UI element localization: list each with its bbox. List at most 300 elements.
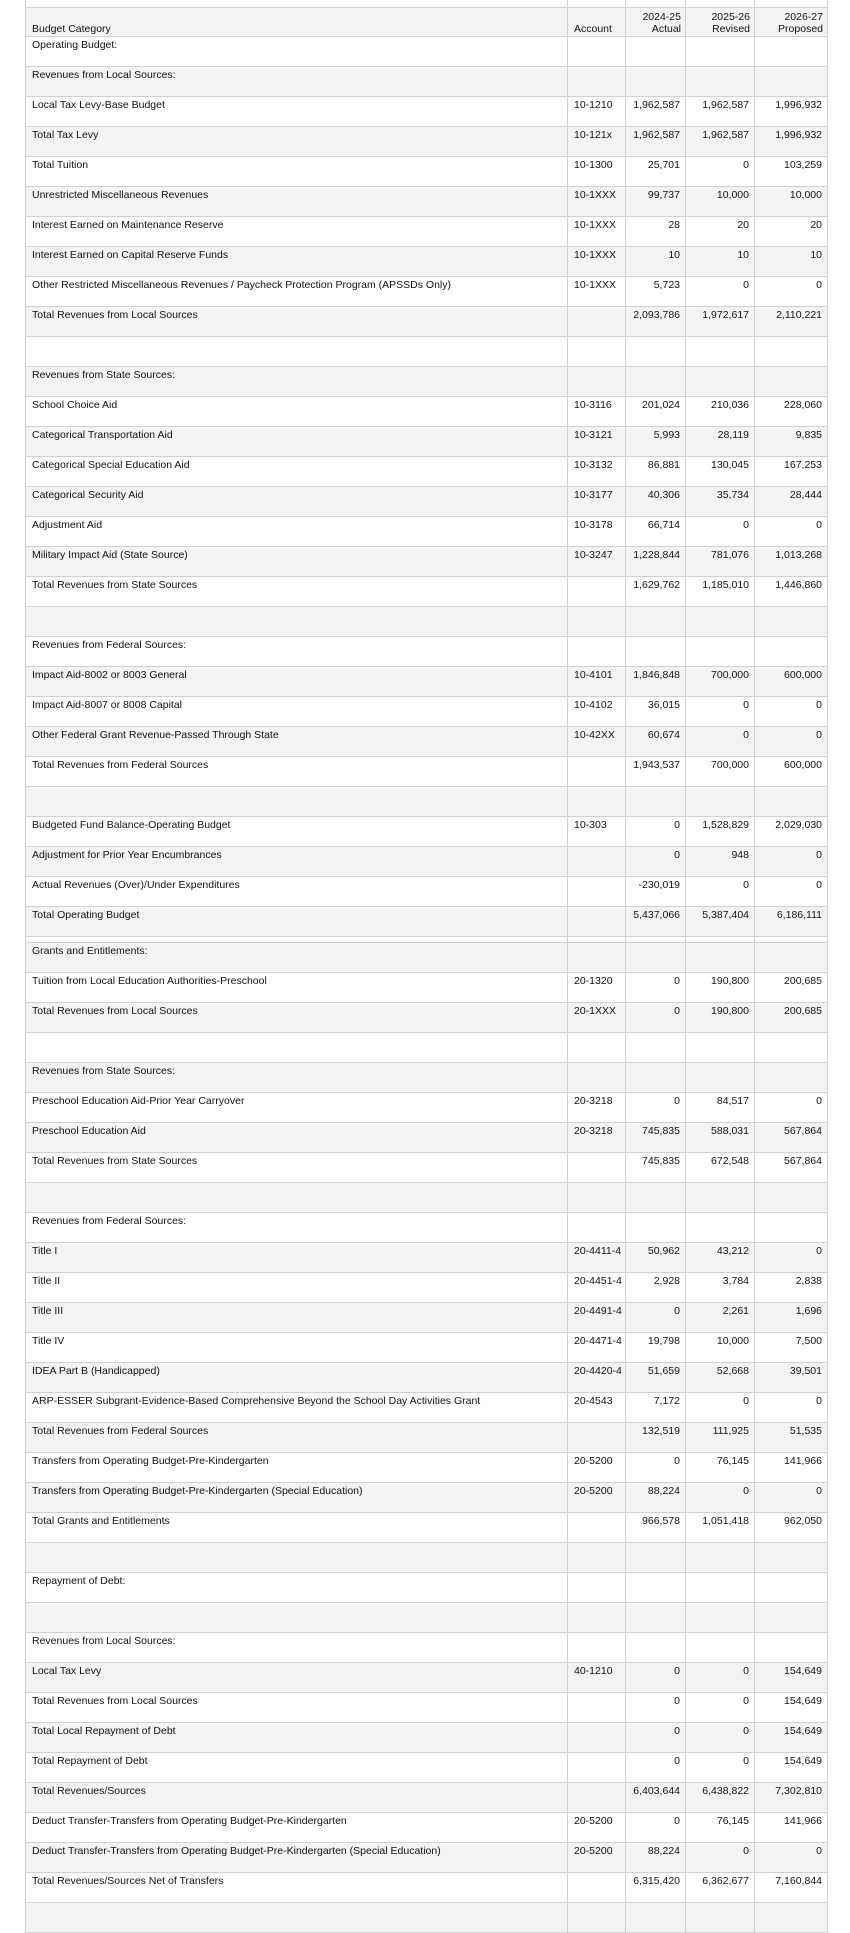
- row-proposed-2026-27: 10,000: [755, 187, 828, 217]
- row-label: Total Tax Levy: [26, 127, 568, 157]
- row-label: Total Revenues from Local Sources: [26, 1693, 568, 1723]
- row-label: Adjustment Aid: [26, 517, 568, 547]
- row-actual-2024-25: 0: [626, 1663, 686, 1693]
- row-account: 10-3116: [568, 397, 626, 427]
- row-actual-2024-25: 88,224: [626, 1843, 686, 1873]
- row-proposed-2026-27: [755, 1543, 828, 1573]
- row-account: 20-1320: [568, 973, 626, 1003]
- row-revised-2025-26: [686, 67, 755, 97]
- row-actual-2024-25: 2,093,786: [626, 307, 686, 337]
- row-actual-2024-25: 0: [626, 1693, 686, 1723]
- row-account: [568, 1873, 626, 1903]
- row-proposed-2026-27: 39,501: [755, 1363, 828, 1393]
- row-revised-2025-26: 0: [686, 1693, 755, 1723]
- row-proposed-2026-27: 0: [755, 727, 828, 757]
- table-row: [26, 547, 828, 577]
- row-actual-2024-25: 966,578: [626, 1513, 686, 1543]
- row-actual-2024-25: [626, 367, 686, 397]
- row-label: Transfers from Operating Budget-Pre-Kindergarten (Special Education): [26, 1483, 568, 1513]
- row-proposed-2026-27: 962,050: [755, 1513, 828, 1543]
- row-actual-2024-25: 99,737: [626, 187, 686, 217]
- row-label: Impact Aid-8007 or 8008 Capital: [26, 697, 568, 727]
- row-account: 40-1210: [568, 1663, 626, 1693]
- row-label: Total Revenues from State Sources: [26, 1153, 568, 1183]
- row-actual-2024-25: [626, 1603, 686, 1633]
- blank-row: [26, 337, 828, 367]
- row-label: ARP-ESSER Subgrant-Evidence-Based Comprehensive Beyond the School Day Activities Grant: [26, 1393, 568, 1423]
- row-account: 10-1XXX: [568, 187, 626, 217]
- row-account: 10-1XXX: [568, 247, 626, 277]
- row-proposed-2026-27: 0: [755, 847, 828, 877]
- table-row: [26, 1363, 828, 1393]
- row-label: Total Revenues from Local Sources: [26, 307, 568, 337]
- row-revised-2025-26: 700,000: [686, 667, 755, 697]
- table-row: [26, 943, 828, 973]
- table-row: [26, 1273, 828, 1303]
- row-actual-2024-25: 6,315,420: [626, 1873, 686, 1903]
- row-proposed-2026-27: 600,000: [755, 667, 828, 697]
- row-actual-2024-25: 0: [626, 1093, 686, 1123]
- row-account: 10-1XXX: [568, 277, 626, 307]
- table-row: [26, 127, 828, 157]
- table-row: [26, 1783, 828, 1813]
- row-label: Deduct Transfer-Transfers from Operating Budget-Pre-Kindergarten (Special Education): [26, 1843, 568, 1873]
- table-row: [26, 427, 828, 457]
- row-proposed-2026-27: 567,864: [755, 1153, 828, 1183]
- row-account: 20-5200: [568, 1453, 626, 1483]
- row-account: 20-1XXX: [568, 1003, 626, 1033]
- table-row: [26, 67, 828, 97]
- row-label: [26, 337, 568, 367]
- row-account: [568, 37, 626, 67]
- row-proposed-2026-27: 0: [755, 1093, 828, 1123]
- row-proposed-2026-27: 1,996,932: [755, 97, 828, 127]
- row-label: Total Tuition: [26, 157, 568, 187]
- row-revised-2025-26: 0: [686, 1723, 755, 1753]
- table-row: [26, 517, 828, 547]
- row-revised-2025-26: 76,145: [686, 1453, 755, 1483]
- row-revised-2025-26: 0: [686, 877, 755, 907]
- row-actual-2024-25: 5,723: [626, 277, 686, 307]
- row-label: Revenues from Federal Sources:: [26, 637, 568, 667]
- header-actual-year: 2024-25: [642, 11, 681, 23]
- row-revised-2025-26: 948: [686, 847, 755, 877]
- row-label: Categorical Special Education Aid: [26, 457, 568, 487]
- row-proposed-2026-27: 0: [755, 1843, 828, 1873]
- row-label: [26, 1603, 568, 1633]
- table-row: [26, 1453, 828, 1483]
- row-revised-2025-26: 3,784: [686, 1273, 755, 1303]
- row-actual-2024-25: 1,962,587: [626, 127, 686, 157]
- row-revised-2025-26: 0: [686, 727, 755, 757]
- row-actual-2024-25: [626, 1063, 686, 1093]
- row-revised-2025-26: 0: [686, 1483, 755, 1513]
- table-row: [26, 1723, 828, 1753]
- row-revised-2025-26: [686, 1213, 755, 1243]
- row-actual-2024-25: 50,962: [626, 1243, 686, 1273]
- budget-table-container: [25, 0, 827, 1933]
- row-label: Operating Budget:: [26, 37, 568, 67]
- row-account: [568, 307, 626, 337]
- row-actual-2024-25: 40,306: [626, 487, 686, 517]
- row-label: Interest Earned on Capital Reserve Funds: [26, 247, 568, 277]
- table-row: [26, 1693, 828, 1723]
- row-revised-2025-26: 0: [686, 157, 755, 187]
- row-label: Adjustment for Prior Year Encumbrances: [26, 847, 568, 877]
- table-row: [26, 817, 828, 847]
- row-label: Total Revenues/Sources: [26, 1783, 568, 1813]
- row-account: 10-3177: [568, 487, 626, 517]
- row-account: 20-3218: [568, 1123, 626, 1153]
- row-proposed-2026-27: [755, 787, 828, 817]
- table-row: [26, 1093, 828, 1123]
- row-revised-2025-26: 6,362,677: [686, 1873, 755, 1903]
- row-account: 10-3132: [568, 457, 626, 487]
- row-label: Preschool Education Aid: [26, 1123, 568, 1153]
- row-account: [568, 907, 626, 937]
- row-proposed-2026-27: 103,259: [755, 157, 828, 187]
- table-row: [26, 907, 828, 937]
- row-proposed-2026-27: 200,685: [755, 1003, 828, 1033]
- row-revised-2025-26: 10,000: [686, 1333, 755, 1363]
- row-label: Interest Earned on Maintenance Reserve: [26, 217, 568, 247]
- table-row: [26, 577, 828, 607]
- row-actual-2024-25: 10: [626, 247, 686, 277]
- row-actual-2024-25: 0: [626, 1753, 686, 1783]
- row-proposed-2026-27: [755, 337, 828, 367]
- row-account: [568, 1633, 626, 1663]
- row-actual-2024-25: 6,403,644: [626, 1783, 686, 1813]
- row-revised-2025-26: [686, 1033, 755, 1063]
- header-budget-category: Budget Category: [26, 8, 568, 37]
- row-actual-2024-25: [626, 337, 686, 367]
- row-account: 20-3218: [568, 1093, 626, 1123]
- row-revised-2025-26: 20: [686, 217, 755, 247]
- row-proposed-2026-27: 567,864: [755, 1123, 828, 1153]
- row-account: [568, 67, 626, 97]
- row-label: [26, 1543, 568, 1573]
- row-proposed-2026-27: 0: [755, 1483, 828, 1513]
- row-revised-2025-26: [686, 1573, 755, 1603]
- table-row: [26, 637, 828, 667]
- row-proposed-2026-27: 0: [755, 877, 828, 907]
- row-proposed-2026-27: 2,029,030: [755, 817, 828, 847]
- row-account: [568, 877, 626, 907]
- row-proposed-2026-27: 228,060: [755, 397, 828, 427]
- row-label: Actual Revenues (Over)/Under Expenditures: [26, 877, 568, 907]
- row-account: [568, 1063, 626, 1093]
- row-account: 20-4420-4: [568, 1363, 626, 1393]
- row-proposed-2026-27: 154,649: [755, 1663, 828, 1693]
- table-row: [26, 1333, 828, 1363]
- header-proposed-year: 2026-27: [784, 11, 823, 23]
- table-row: [26, 247, 828, 277]
- row-actual-2024-25: [626, 1543, 686, 1573]
- row-actual-2024-25: 86,881: [626, 457, 686, 487]
- row-account: 10-303: [568, 817, 626, 847]
- row-proposed-2026-27: 7,302,810: [755, 1783, 828, 1813]
- row-proposed-2026-27: 0: [755, 1393, 828, 1423]
- row-account: [568, 367, 626, 397]
- row-actual-2024-25: 1,943,537: [626, 757, 686, 787]
- table-row: [26, 307, 828, 337]
- row-label: Total Repayment of Debt: [26, 1753, 568, 1783]
- row-actual-2024-25: 1,228,844: [626, 547, 686, 577]
- row-revised-2025-26: 672,548: [686, 1153, 755, 1183]
- row-actual-2024-25: [626, 607, 686, 637]
- row-revised-2025-26: [686, 37, 755, 67]
- row-account: [568, 1543, 626, 1573]
- row-revised-2025-26: 76,145: [686, 1813, 755, 1843]
- row-label: Total Local Repayment of Debt: [26, 1723, 568, 1753]
- row-label: Revenues from Federal Sources:: [26, 1213, 568, 1243]
- row-account: [568, 943, 626, 973]
- row-proposed-2026-27: 154,649: [755, 1753, 828, 1783]
- row-label: Repayment of Debt:: [26, 1573, 568, 1603]
- row-proposed-2026-27: [755, 367, 828, 397]
- row-revised-2025-26: 0: [686, 1843, 755, 1873]
- table-row: [26, 187, 828, 217]
- row-actual-2024-25: 1,846,848: [626, 667, 686, 697]
- table-row: [26, 1843, 828, 1873]
- row-label: Unrestricted Miscellaneous Revenues: [26, 187, 568, 217]
- row-label: Deduct Transfer-Transfers from Operating Budget-Pre-Kindergarten: [26, 1813, 568, 1843]
- row-revised-2025-26: 0: [686, 277, 755, 307]
- row-account: [568, 637, 626, 667]
- row-revised-2025-26: 0: [686, 697, 755, 727]
- row-account: 20-5200: [568, 1813, 626, 1843]
- row-proposed-2026-27: 167,253: [755, 457, 828, 487]
- row-actual-2024-25: 60,674: [626, 727, 686, 757]
- table-row: [26, 457, 828, 487]
- row-revised-2025-26: 0: [686, 517, 755, 547]
- row-label: Total Revenues from Federal Sources: [26, 757, 568, 787]
- top-spacer-row: [26, 0, 828, 8]
- row-account: 10-42XX: [568, 727, 626, 757]
- row-actual-2024-25: -230,019: [626, 877, 686, 907]
- row-actual-2024-25: [626, 1633, 686, 1663]
- row-actual-2024-25: [626, 1033, 686, 1063]
- row-account: [568, 1783, 626, 1813]
- row-proposed-2026-27: [755, 1183, 828, 1213]
- table-row: [26, 487, 828, 517]
- row-actual-2024-25: [626, 637, 686, 667]
- row-proposed-2026-27: 1,013,268: [755, 547, 828, 577]
- table-row: [26, 1003, 828, 1033]
- table-row: [26, 1573, 828, 1603]
- row-actual-2024-25: 0: [626, 817, 686, 847]
- table-row: [26, 877, 828, 907]
- row-label: Other Federal Grant Revenue-Passed Through State: [26, 727, 568, 757]
- table-row: [26, 1303, 828, 1333]
- header-proposed-label: Proposed: [778, 23, 823, 35]
- row-actual-2024-25: 1,629,762: [626, 577, 686, 607]
- table-row: [26, 1813, 828, 1843]
- row-label: IDEA Part B (Handicapped): [26, 1363, 568, 1393]
- row-revised-2025-26: 190,800: [686, 973, 755, 1003]
- row-account: [568, 1153, 626, 1183]
- row-label: Other Restricted Miscellaneous Revenues / Paycheck Protection Program (APSSDs Only): [26, 277, 568, 307]
- row-account: [568, 1603, 626, 1633]
- row-label: Title III: [26, 1303, 568, 1333]
- row-account: 20-5200: [568, 1843, 626, 1873]
- blank-row: [26, 787, 828, 817]
- row-account: 10-1XXX: [568, 217, 626, 247]
- row-proposed-2026-27: 10: [755, 247, 828, 277]
- row-actual-2024-25: [626, 1213, 686, 1243]
- blank-row: [26, 1183, 828, 1213]
- row-label: Revenues from State Sources:: [26, 1063, 568, 1093]
- row-account: 10-121x: [568, 127, 626, 157]
- row-revised-2025-26: 700,000: [686, 757, 755, 787]
- row-label: Preschool Education Aid-Prior Year Carryover: [26, 1093, 568, 1123]
- table-row: [26, 1243, 828, 1273]
- table-row: [26, 217, 828, 247]
- table-row: [26, 397, 828, 427]
- row-actual-2024-25: 66,714: [626, 517, 686, 547]
- row-revised-2025-26: 1,528,829: [686, 817, 755, 847]
- row-proposed-2026-27: 7,500: [755, 1333, 828, 1363]
- row-proposed-2026-27: [755, 1213, 828, 1243]
- row-revised-2025-26: 84,517: [686, 1093, 755, 1123]
- row-label: Title I: [26, 1243, 568, 1273]
- row-account: [568, 1513, 626, 1543]
- header-account: Account: [568, 8, 626, 37]
- row-proposed-2026-27: 28,444: [755, 487, 828, 517]
- row-label: School Choice Aid: [26, 397, 568, 427]
- row-revised-2025-26: [686, 1183, 755, 1213]
- row-label: Title IV: [26, 1333, 568, 1363]
- budget-revenue-table: [25, 0, 828, 1933]
- row-account: [568, 577, 626, 607]
- row-account: [568, 847, 626, 877]
- table-row: [26, 757, 828, 787]
- row-account: 10-4101: [568, 667, 626, 697]
- row-revised-2025-26: [686, 943, 755, 973]
- row-label: [26, 1183, 568, 1213]
- row-account: [568, 1423, 626, 1453]
- row-proposed-2026-27: 141,966: [755, 1453, 828, 1483]
- table-row: [26, 1123, 828, 1153]
- row-label: Total Grants and Entitlements: [26, 1513, 568, 1543]
- row-actual-2024-25: 0: [626, 1003, 686, 1033]
- row-proposed-2026-27: [755, 1603, 828, 1633]
- table-row: [26, 1423, 828, 1453]
- table-row: [26, 973, 828, 1003]
- row-label: [26, 1033, 568, 1063]
- table-row: [26, 667, 828, 697]
- table-row: [26, 277, 828, 307]
- row-revised-2025-26: 1,185,010: [686, 577, 755, 607]
- row-proposed-2026-27: 0: [755, 517, 828, 547]
- row-actual-2024-25: 0: [626, 1303, 686, 1333]
- row-proposed-2026-27: 2,838: [755, 1273, 828, 1303]
- row-proposed-2026-27: 0: [755, 1243, 828, 1273]
- row-proposed-2026-27: [755, 67, 828, 97]
- row-actual-2024-25: [626, 943, 686, 973]
- row-proposed-2026-27: [755, 1033, 828, 1063]
- row-revised-2025-26: 6,438,822: [686, 1783, 755, 1813]
- row-proposed-2026-27: 154,649: [755, 1693, 828, 1723]
- row-account: 10-3178: [568, 517, 626, 547]
- header-revised-year: 2025-26: [711, 11, 750, 23]
- row-revised-2025-26: 1,972,617: [686, 307, 755, 337]
- row-revised-2025-26: 1,962,587: [686, 97, 755, 127]
- table-row: [26, 157, 828, 187]
- row-revised-2025-26: 588,031: [686, 1123, 755, 1153]
- row-account: [568, 1693, 626, 1723]
- blank-row: [26, 607, 828, 637]
- row-revised-2025-26: [686, 1063, 755, 1093]
- row-actual-2024-25: 2,928: [626, 1273, 686, 1303]
- row-actual-2024-25: 0: [626, 1813, 686, 1843]
- row-label: Total Revenues from State Sources: [26, 577, 568, 607]
- table-row: [26, 697, 828, 727]
- row-label: Local Tax Levy: [26, 1663, 568, 1693]
- row-revised-2025-26: 5,387,404: [686, 907, 755, 937]
- row-account: 20-4471-4: [568, 1333, 626, 1363]
- row-revised-2025-26: [686, 1633, 755, 1663]
- row-account: 20-5200: [568, 1483, 626, 1513]
- row-label: Grants and Entitlements:: [26, 943, 568, 973]
- row-revised-2025-26: [686, 1903, 755, 1933]
- row-actual-2024-25: [626, 787, 686, 817]
- row-label: Local Tax Levy-Base Budget: [26, 97, 568, 127]
- row-label: Revenues from Local Sources:: [26, 1633, 568, 1663]
- row-revised-2025-26: [686, 1603, 755, 1633]
- row-actual-2024-25: [626, 1903, 686, 1933]
- table-row: [26, 1213, 828, 1243]
- table-row: [26, 1513, 828, 1543]
- row-proposed-2026-27: 6,186,111: [755, 907, 828, 937]
- row-proposed-2026-27: 2,110,221: [755, 307, 828, 337]
- row-revised-2025-26: 210,036: [686, 397, 755, 427]
- row-label: Revenues from Local Sources:: [26, 67, 568, 97]
- row-actual-2024-25: 19,798: [626, 1333, 686, 1363]
- row-revised-2025-26: [686, 637, 755, 667]
- row-label: Tuition from Local Education Authorities-Preschool: [26, 973, 568, 1003]
- row-actual-2024-25: 7,172: [626, 1393, 686, 1423]
- row-proposed-2026-27: [755, 1063, 828, 1093]
- row-actual-2024-25: 28: [626, 217, 686, 247]
- row-actual-2024-25: 5,437,066: [626, 907, 686, 937]
- row-revised-2025-26: 1,051,418: [686, 1513, 755, 1543]
- table-row: [26, 1393, 828, 1423]
- row-label: Total Operating Budget: [26, 907, 568, 937]
- row-revised-2025-26: 43,212: [686, 1243, 755, 1273]
- row-label: Total Revenues from Local Sources: [26, 1003, 568, 1033]
- table-row: [26, 97, 828, 127]
- row-account: 20-4451-4: [568, 1273, 626, 1303]
- row-proposed-2026-27: 9,835: [755, 427, 828, 457]
- row-account: [568, 1723, 626, 1753]
- row-revised-2025-26: [686, 787, 755, 817]
- row-revised-2025-26: [686, 607, 755, 637]
- row-actual-2024-25: 745,835: [626, 1153, 686, 1183]
- row-revised-2025-26: [686, 1543, 755, 1573]
- row-actual-2024-25: 51,659: [626, 1363, 686, 1393]
- row-account: [568, 1903, 626, 1933]
- row-actual-2024-25: 0: [626, 1453, 686, 1483]
- row-proposed-2026-27: 20: [755, 217, 828, 247]
- row-proposed-2026-27: [755, 1903, 828, 1933]
- table-row: [26, 367, 828, 397]
- header-proposed: [755, 8, 828, 37]
- row-revised-2025-26: 35,734: [686, 487, 755, 517]
- row-label: Title II: [26, 1273, 568, 1303]
- row-proposed-2026-27: 1,996,932: [755, 127, 828, 157]
- row-revised-2025-26: 111,925: [686, 1423, 755, 1453]
